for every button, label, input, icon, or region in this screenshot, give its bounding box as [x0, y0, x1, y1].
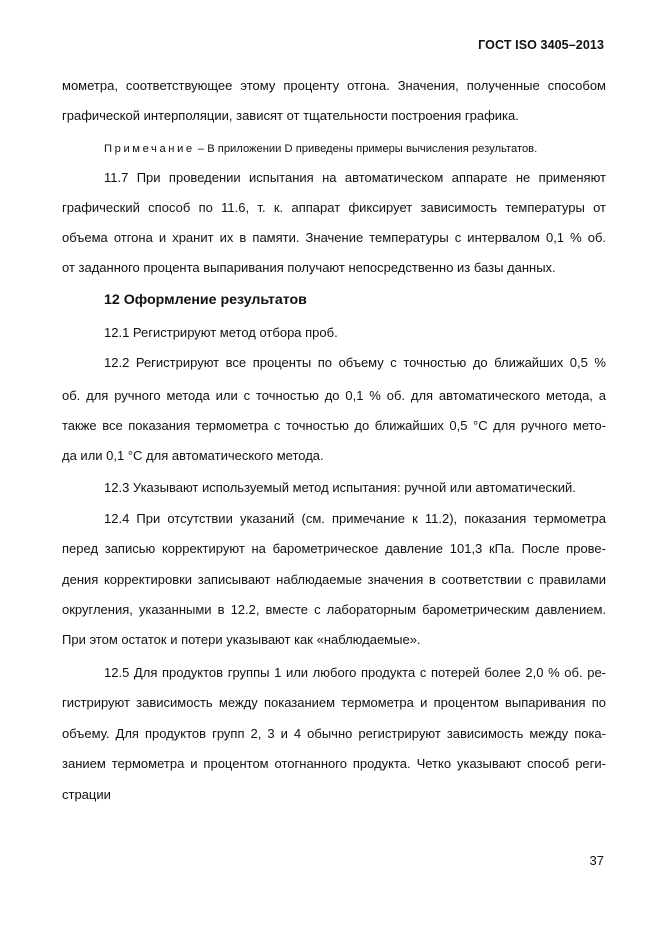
paragraph-line: об. для ручного метода или с точностью до 0,1 % об. для автоматического метода, а: [62, 388, 606, 403]
standard-header: ГОСТ ISO 3405–2013: [478, 38, 604, 52]
section-heading: 12 Оформление результатов: [104, 292, 307, 308]
paragraph-line: 12.3 Указывают используемый метод испытания: ручной или автоматический.: [104, 480, 576, 495]
paragraph-line: 12.5 Для продуктов группы 1 или любого продукта с потерей более 2,0 % об. ре-: [104, 665, 606, 680]
paragraph-line: 11.7 При проведении испытания на автоматическом аппарате не применяют: [104, 170, 606, 185]
paragraph-line: мометра, соответствующее этому проценту отгона. Значения, полученные способом: [62, 78, 606, 93]
paragraph-line: от заданного процента выпаривания получают непосредственно из базы данных.: [62, 260, 556, 275]
paragraph-line: также все показания термометра с точностью до ближайших 0,5 °C для ручного мето-: [62, 418, 606, 433]
paragraph-line: округления, указанными в 12.2, вместе с лабораторным барометрическим давлением.: [62, 602, 606, 617]
paragraph-line: При этом остаток и потери указывают как «наблюдаемые».: [62, 632, 421, 647]
paragraph-line: занием термометра и процентом отогнанного продукта. Четко указывают способ реги-: [62, 756, 606, 771]
paragraph-line: 12.4 При отсутствии указаний (см. примечание к 11.2), показания термометра: [104, 511, 606, 526]
paragraph-line: страции: [62, 787, 111, 802]
paragraph-line: дения корректировки записывают наблюдаемые значения в соответствии с правилами: [62, 572, 606, 587]
note-line: [104, 141, 606, 157]
note-label: Примечание: [104, 143, 195, 155]
paragraph-line: объему. Для продуктов групп 2, 3 и 4 обычно регистрируют зависимость между пока-: [62, 726, 606, 741]
paragraph-line: объема отгона и хранит их в памяти. Значение температуры с интервалом 0,1 % об.: [62, 230, 606, 245]
paragraph-line: да или 0,1 °C для автоматического метода.: [62, 448, 324, 463]
note-text: – В приложении D приведены примеры вычисления результатов.: [194, 143, 538, 155]
paragraph-line: 12.1 Регистрируют метод отбора проб.: [104, 325, 338, 340]
paragraph-line: перед записью корректируют на барометрическое давление 101,3 кПа. После прове-: [62, 541, 606, 556]
paragraph-line: графический способ по 11.6, т. к. аппарат фиксирует зависимость температуры от: [62, 200, 606, 215]
paragraph-line: 12.2 Регистрируют все проценты по объему с точностью до ближайших 0,5 %: [104, 355, 606, 370]
paragraph-line: гистрируют зависимость между показанием термометра и процентом выпаривания по: [62, 695, 606, 710]
page-number: 37: [589, 853, 604, 868]
paragraph-line: графической интерполяции, зависят от тщательности построения графика.: [62, 108, 519, 123]
